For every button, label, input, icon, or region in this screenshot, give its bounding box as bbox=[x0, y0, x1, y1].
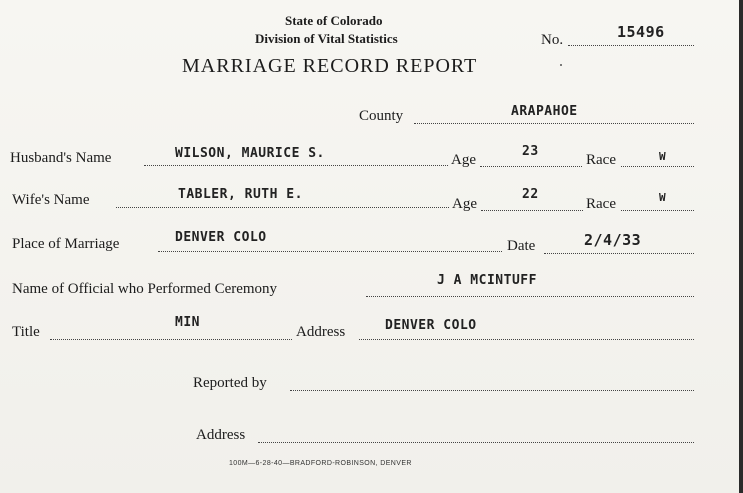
date-line bbox=[544, 253, 694, 254]
record-number-value: 15496 bbox=[617, 23, 665, 41]
address-value: DENVER COLO bbox=[385, 318, 477, 333]
husband-name-label: Husband's Name bbox=[10, 150, 112, 166]
printer-imprint: 100M—6-28-40—BRADFORD-ROBINSON, DENVER bbox=[229, 460, 412, 467]
county-line bbox=[414, 123, 694, 124]
record-number-label: No. bbox=[541, 32, 564, 48]
wife-age-label: Age bbox=[452, 196, 477, 212]
county-value: ARAPAHOE bbox=[511, 104, 578, 119]
scan-edge bbox=[739, 0, 743, 493]
official-line bbox=[366, 296, 694, 297]
husband-name-line bbox=[144, 165, 448, 166]
place-of-marriage-value: DENVER COLO bbox=[175, 230, 267, 245]
page-title: MARRIAGE RECORD REPORT bbox=[182, 55, 478, 77]
wife-race-value: W bbox=[659, 191, 667, 204]
county-label: County bbox=[359, 108, 404, 124]
ink-speck bbox=[560, 64, 562, 66]
official-value: J A MCINTUFF bbox=[437, 273, 537, 288]
husband-race-line bbox=[621, 166, 694, 167]
wife-name-label: Wife's Name bbox=[12, 192, 90, 208]
date-label: Date bbox=[507, 238, 536, 254]
place-of-marriage-line bbox=[158, 251, 502, 252]
reporter-address-line bbox=[258, 442, 694, 443]
reported-by-label: Reported by bbox=[193, 375, 267, 391]
husband-age-line bbox=[480, 166, 582, 167]
husband-age-value: 23 bbox=[522, 144, 539, 159]
division-heading: Division of Vital Statistics bbox=[255, 31, 398, 46]
husband-age-label: Age bbox=[451, 152, 476, 168]
title-label: Title bbox=[12, 324, 40, 340]
address-label: Address bbox=[296, 324, 346, 340]
wife-race-line bbox=[621, 210, 694, 211]
title-value: MIN bbox=[175, 315, 200, 330]
wife-name-value: TABLER, RUTH E. bbox=[178, 187, 303, 202]
wife-race-label: Race bbox=[586, 196, 616, 212]
reported-by-line bbox=[290, 390, 694, 391]
wife-age-value: 22 bbox=[522, 187, 539, 202]
husband-name-value: WILSON, MAURICE S. bbox=[175, 146, 325, 161]
record-number-line bbox=[568, 45, 694, 46]
address-line bbox=[359, 339, 694, 340]
husband-race-value: W bbox=[659, 150, 667, 163]
husband-race-label: Race bbox=[586, 152, 616, 168]
reporter-address-label: Address bbox=[196, 427, 246, 443]
state-heading: State of Colorado bbox=[285, 13, 383, 28]
title-line bbox=[50, 339, 292, 340]
wife-name-line bbox=[116, 207, 449, 208]
wife-age-line bbox=[481, 210, 583, 211]
date-value: 2/4/33 bbox=[584, 231, 642, 249]
place-of-marriage-label: Place of Marriage bbox=[12, 236, 120, 252]
official-label: Name of Official who Performed Ceremony bbox=[12, 281, 278, 297]
